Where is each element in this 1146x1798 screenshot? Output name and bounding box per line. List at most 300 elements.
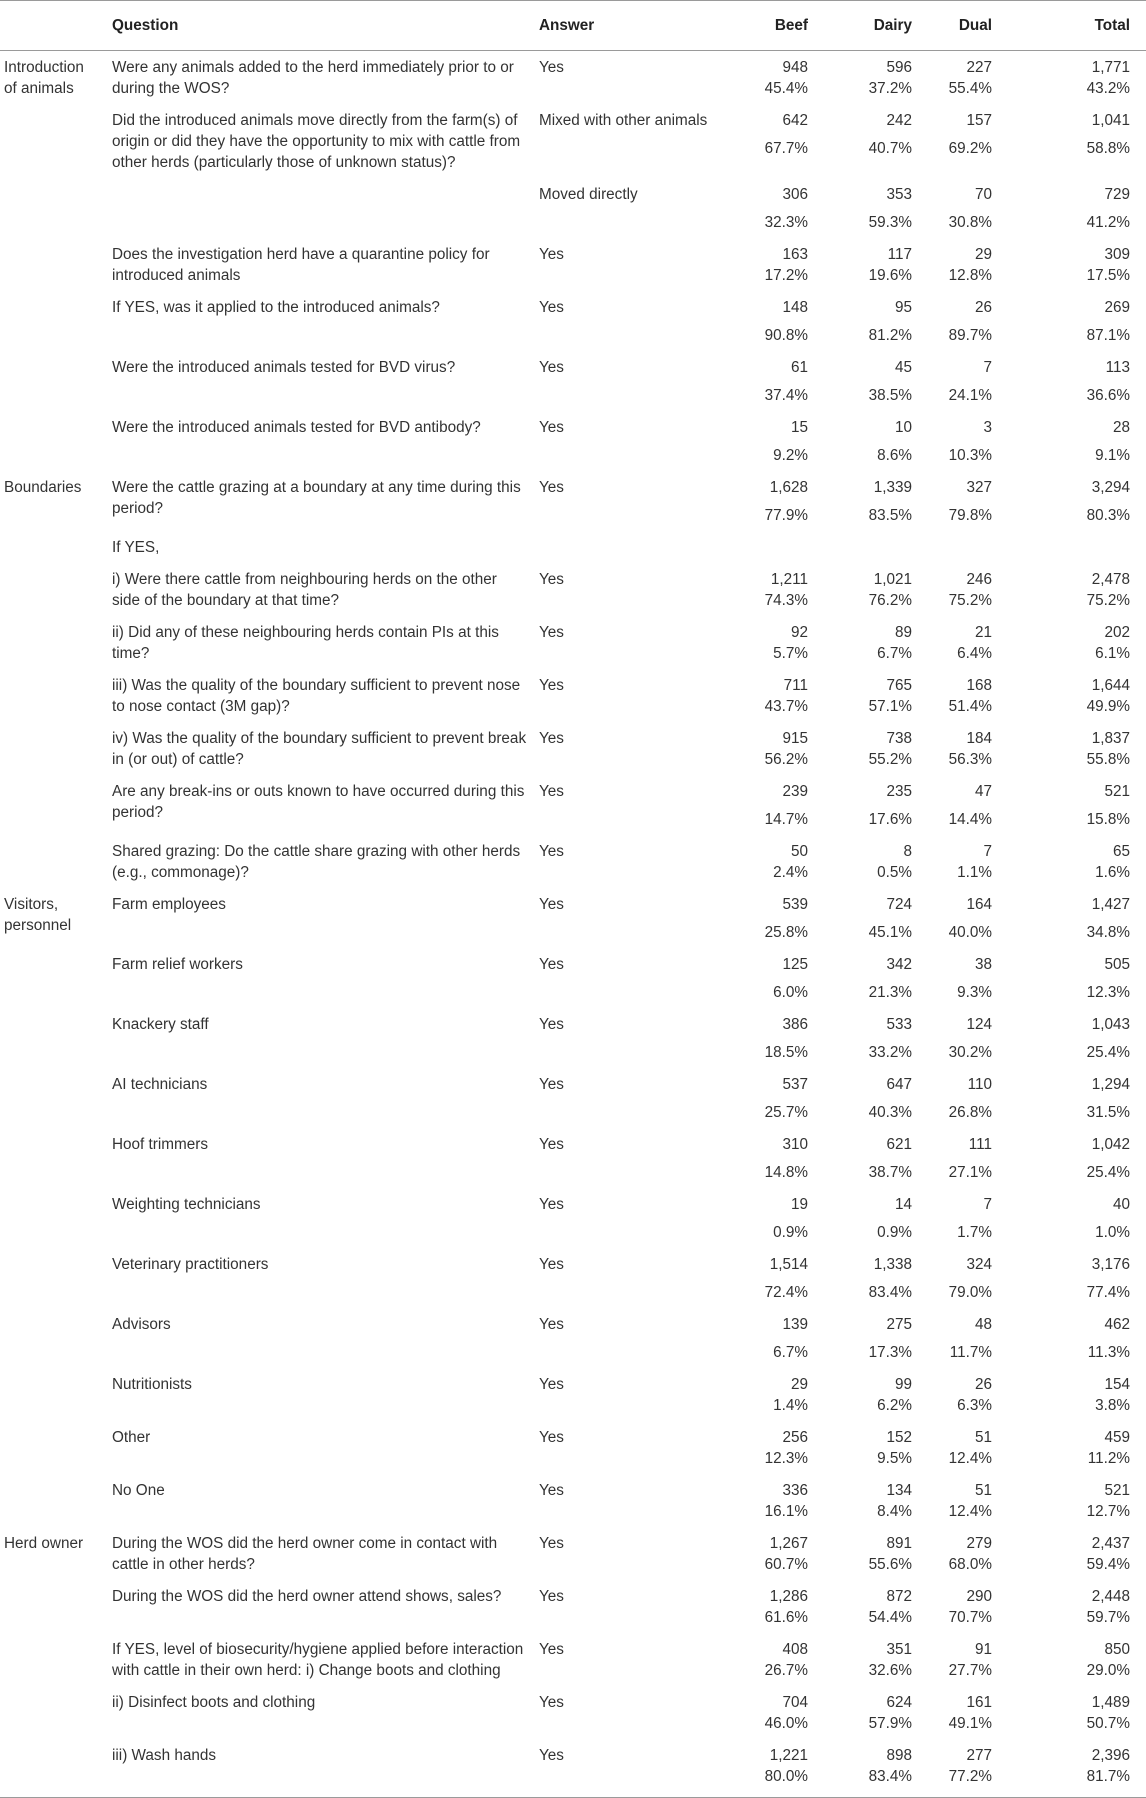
total-cell — [1008, 1128, 1146, 1188]
dual-count: 124 — [966, 1016, 992, 1033]
total-percent: 50.7% — [1086, 1715, 1130, 1732]
dairy-percent: 6.7% — [877, 645, 912, 662]
table-row — [0, 563, 1146, 616]
total-cell — [1008, 948, 1146, 1008]
table-row — [0, 616, 1146, 669]
dairy-count: 275 — [886, 1316, 912, 1333]
total-percent: 34.8% — [1086, 924, 1130, 941]
question-cell: iii) Was the quality of the boundary sufficient to prevent nose to nose contact (3M gap)? — [112, 677, 521, 715]
dual-cell — [928, 1421, 1008, 1474]
beef-percent: 77.9% — [764, 507, 808, 524]
category-cell — [0, 531, 106, 563]
dual-count: 51 — [974, 1429, 992, 1446]
answer-cell: Yes — [539, 299, 564, 316]
dual-percent: 6.3% — [957, 1397, 992, 1414]
beef-cell — [723, 948, 824, 1008]
dairy-cell — [824, 1008, 928, 1068]
dual-cell — [928, 531, 1008, 563]
total-percent: 87.1% — [1086, 327, 1130, 344]
category-cell — [0, 835, 106, 888]
dairy-cell — [824, 1308, 928, 1368]
beef-percent: 12.3% — [764, 1450, 808, 1467]
category-cell — [0, 1686, 106, 1739]
total-cell — [1008, 722, 1146, 775]
dairy-count: 738 — [886, 730, 912, 747]
dairy-count: 8 — [903, 843, 912, 860]
question-cell: If YES, was it applied to the introduced animals? — [112, 299, 440, 316]
total-cell — [1008, 1580, 1146, 1633]
dual-count: 29 — [974, 246, 992, 263]
total-count: 28 — [1112, 419, 1130, 436]
beef-count: 711 — [783, 677, 808, 694]
dual-percent: 27.7% — [948, 1662, 992, 1679]
header-total: Total — [1008, 1, 1146, 51]
dual-cell — [928, 1474, 1008, 1527]
total-percent: 15.8% — [1086, 811, 1130, 828]
total-count: 269 — [1104, 299, 1130, 316]
total-percent: 6.1% — [1095, 645, 1130, 662]
dual-cell — [928, 1188, 1008, 1248]
dairy-cell — [824, 948, 928, 1008]
dual-percent: 56.3% — [948, 751, 992, 768]
dairy-count: 724 — [886, 896, 912, 913]
category-cell — [0, 1128, 106, 1188]
beef-percent: 72.4% — [764, 1284, 808, 1301]
dairy-cell — [824, 104, 928, 178]
beef-percent: 6.7% — [773, 1344, 808, 1361]
header-row — [0, 1, 1146, 51]
beef-cell — [723, 1368, 824, 1421]
total-count: 521 — [1104, 1482, 1130, 1499]
beef-percent: 9.2% — [773, 447, 808, 464]
total-count: 521 — [1104, 783, 1130, 800]
dairy-percent: 17.3% — [868, 1344, 912, 1361]
total-cell — [1008, 104, 1146, 178]
dual-cell — [928, 1068, 1008, 1128]
beef-count: 1,221 — [769, 1747, 808, 1764]
beef-count: 915 — [782, 730, 808, 747]
beef-cell — [723, 888, 824, 948]
total-count: 2,448 — [1091, 1588, 1130, 1605]
total-percent: 25.4% — [1086, 1164, 1130, 1181]
header-dairy: Dairy — [824, 1, 928, 51]
beef-percent: 80.0% — [764, 1768, 808, 1785]
dairy-cell — [824, 1068, 928, 1128]
total-cell — [1008, 563, 1146, 616]
total-count: 462 — [1104, 1316, 1130, 1333]
beef-cell — [723, 1308, 824, 1368]
dual-cell — [928, 1527, 1008, 1580]
dairy-percent: 83.4% — [868, 1768, 912, 1785]
category-cell: Herd owner — [4, 1535, 84, 1552]
dairy-percent: 83.5% — [868, 507, 912, 524]
dual-percent: 1.1% — [957, 864, 992, 881]
category-cell — [0, 104, 106, 178]
table-row — [0, 471, 1146, 531]
dual-percent: 68.0% — [948, 1556, 992, 1573]
total-percent: 3.8% — [1095, 1397, 1130, 1414]
dairy-cell — [824, 1633, 928, 1686]
question-cell: iv) Was the quality of the boundary sufficient to prevent break in (or out) of cattle? — [112, 730, 527, 768]
category-cell — [0, 1188, 106, 1248]
dual-percent: 6.4% — [957, 645, 992, 662]
table-row — [0, 1188, 1146, 1248]
dual-cell — [928, 1686, 1008, 1739]
beef-cell — [723, 775, 824, 835]
question-cell: Advisors — [112, 1316, 171, 1333]
answer-cell: Yes — [539, 624, 564, 641]
dairy-percent: 9.5% — [877, 1450, 912, 1467]
dairy-percent: 40.7% — [868, 140, 912, 157]
category-cell: Boundaries — [4, 479, 82, 496]
dual-percent: 14.4% — [948, 811, 992, 828]
dairy-percent: 38.7% — [868, 1164, 912, 1181]
beef-cell — [723, 351, 824, 411]
total-percent: 29.0% — [1086, 1662, 1130, 1679]
total-percent: 25.4% — [1086, 1044, 1130, 1061]
beef-count: 948 — [782, 59, 808, 76]
header-answer: Answer — [533, 1, 723, 51]
dual-count: 51 — [974, 1482, 992, 1499]
dual-percent: 30.2% — [948, 1044, 992, 1061]
beef-percent: 14.7% — [764, 811, 808, 828]
dairy-cell — [824, 1474, 928, 1527]
dual-count: 164 — [966, 896, 992, 913]
dual-cell — [928, 1739, 1008, 1798]
dual-count: 3 — [983, 419, 992, 436]
dairy-count: 647 — [886, 1076, 912, 1093]
question-cell: i) Were there cattle from neighbouring herds on the other side of the boundary at that time? — [112, 571, 497, 609]
header-beef: Beef — [723, 1, 824, 51]
dairy-percent: 8.6% — [877, 447, 912, 464]
dairy-percent: 38.5% — [868, 387, 912, 404]
beef-count: 61 — [790, 359, 808, 376]
dairy-cell — [824, 238, 928, 291]
category-cell — [0, 1580, 106, 1633]
total-cell — [1008, 1633, 1146, 1686]
question-cell: Farm employees — [112, 896, 226, 913]
beef-percent: 43.7% — [764, 698, 808, 715]
table-row — [0, 1739, 1146, 1798]
total-count: 1,489 — [1091, 1694, 1130, 1711]
total-cell — [1008, 835, 1146, 888]
dairy-percent: 57.9% — [868, 1715, 912, 1732]
beef-count: 537 — [782, 1076, 808, 1093]
beef-cell — [723, 1633, 824, 1686]
beef-count: 1,267 — [769, 1535, 808, 1552]
dairy-percent: 37.2% — [868, 80, 912, 97]
total-percent: 36.6% — [1086, 387, 1130, 404]
dairy-percent: 8.4% — [877, 1503, 912, 1520]
dual-count: 47 — [974, 783, 992, 800]
total-cell — [1008, 888, 1146, 948]
table-row — [0, 1474, 1146, 1527]
beef-percent: 56.2% — [764, 751, 808, 768]
dual-cell — [928, 888, 1008, 948]
dual-cell — [928, 238, 1008, 291]
dairy-cell — [824, 1188, 928, 1248]
dairy-cell — [824, 563, 928, 616]
dairy-percent: 55.6% — [868, 1556, 912, 1573]
beef-count: 50 — [790, 843, 808, 860]
total-percent: 58.8% — [1086, 140, 1130, 157]
beef-percent: 18.5% — [764, 1044, 808, 1061]
dual-percent: 12.4% — [948, 1503, 992, 1520]
dairy-percent: 33.2% — [868, 1044, 912, 1061]
dual-percent: 89.7% — [948, 327, 992, 344]
dual-count: 38 — [974, 956, 992, 973]
dairy-cell — [824, 51, 928, 105]
beef-percent: 17.2% — [764, 267, 808, 284]
question-cell: Were the introduced animals tested for BVD antibody? — [112, 419, 481, 436]
beef-count: 386 — [782, 1016, 808, 1033]
total-count: 3,294 — [1091, 479, 1130, 496]
beef-cell — [723, 1128, 824, 1188]
total-count: 1,043 — [1091, 1016, 1130, 1033]
category-cell — [0, 1474, 106, 1527]
answer-cell: Yes — [539, 419, 564, 436]
dairy-percent: 81.2% — [868, 327, 912, 344]
table-row — [0, 888, 1146, 948]
dairy-percent: 45.1% — [868, 924, 912, 941]
dairy-cell — [824, 1421, 928, 1474]
beef-cell — [723, 1527, 824, 1580]
beef-cell — [723, 563, 824, 616]
dual-percent: 10.3% — [948, 447, 992, 464]
dual-count: 227 — [966, 59, 992, 76]
total-count: 1,042 — [1091, 1136, 1130, 1153]
answer-cell: Yes — [539, 59, 564, 76]
beef-percent: 2.4% — [773, 864, 808, 881]
total-cell — [1008, 51, 1146, 105]
dual-count: 91 — [974, 1641, 992, 1658]
dairy-cell — [824, 1580, 928, 1633]
total-count: 2,437 — [1091, 1535, 1130, 1552]
table-row — [0, 531, 1146, 563]
dual-count: 26 — [974, 299, 992, 316]
dairy-count: 353 — [886, 186, 912, 203]
beef-count: 163 — [782, 246, 808, 263]
dairy-count: 342 — [886, 956, 912, 973]
dual-count: 26 — [974, 1376, 992, 1393]
question-cell: iii) Wash hands — [112, 1747, 217, 1764]
beef-cell — [723, 178, 824, 238]
category-cell — [0, 1633, 106, 1686]
category-cell — [0, 563, 106, 616]
dairy-count: 891 — [886, 1535, 912, 1552]
beef-count: 1,286 — [769, 1588, 808, 1605]
dual-count: 111 — [968, 1136, 992, 1153]
table-row — [0, 291, 1146, 351]
question-cell: Farm relief workers — [112, 956, 243, 973]
dual-percent: 12.4% — [948, 1450, 992, 1467]
dual-cell — [928, 1248, 1008, 1308]
total-percent: 80.3% — [1086, 507, 1130, 524]
dual-cell — [928, 722, 1008, 775]
dual-percent: 51.4% — [948, 698, 992, 715]
answer-cell: Yes — [539, 479, 564, 496]
category-cell — [0, 1248, 106, 1308]
category-cell — [0, 775, 106, 835]
table-row — [0, 669, 1146, 722]
answer-cell: Yes — [539, 956, 564, 973]
table-row — [0, 722, 1146, 775]
category-cell — [0, 351, 106, 411]
beef-cell — [723, 51, 824, 105]
dual-count: 324 — [966, 1256, 992, 1273]
total-count: 2,478 — [1091, 571, 1130, 588]
dual-percent: 77.2% — [948, 1768, 992, 1785]
dual-cell — [928, 948, 1008, 1008]
beef-cell — [723, 669, 824, 722]
dairy-count: 117 — [887, 246, 912, 263]
dual-count: 277 — [966, 1747, 992, 1764]
total-cell — [1008, 531, 1146, 563]
beef-count: 92 — [790, 624, 808, 641]
beef-percent: 0.9% — [773, 1224, 808, 1241]
question-cell: Are any break-ins or outs known to have occurred during this period? — [112, 783, 525, 821]
answer-cell: Yes — [539, 1482, 564, 1499]
question-cell: AI technicians — [112, 1076, 208, 1093]
beef-cell — [723, 1068, 824, 1128]
total-percent: 1.6% — [1095, 864, 1130, 881]
dairy-percent: 6.2% — [877, 1397, 912, 1414]
dual-percent: 12.8% — [948, 267, 992, 284]
total-count: 309 — [1104, 246, 1130, 263]
total-cell — [1008, 669, 1146, 722]
question-cell: Were the introduced animals tested for BVD virus? — [112, 359, 456, 376]
dual-count: 110 — [967, 1076, 992, 1093]
dairy-count: 621 — [886, 1136, 912, 1153]
dual-percent: 30.8% — [948, 214, 992, 231]
total-percent: 11.3% — [1087, 1344, 1130, 1361]
dairy-count: 152 — [886, 1429, 912, 1446]
dairy-cell — [824, 1128, 928, 1188]
total-cell — [1008, 1421, 1146, 1474]
dairy-percent: 57.1% — [868, 698, 912, 715]
dairy-cell — [824, 775, 928, 835]
total-count: 1,771 — [1091, 59, 1130, 76]
beef-count: 306 — [782, 186, 808, 203]
category-cell — [0, 1368, 106, 1421]
category-cell — [0, 948, 106, 1008]
total-percent: 17.5% — [1086, 267, 1130, 284]
beef-percent: 25.7% — [764, 1104, 808, 1121]
answer-cell: Yes — [539, 730, 564, 747]
dairy-cell — [824, 669, 928, 722]
beef-percent: 74.3% — [764, 592, 808, 609]
total-percent: 49.9% — [1086, 698, 1130, 715]
beef-count: 239 — [782, 783, 808, 800]
dual-cell — [928, 291, 1008, 351]
dual-cell — [928, 1008, 1008, 1068]
answer-cell: Yes — [539, 1196, 564, 1213]
total-count: 154 — [1104, 1376, 1130, 1393]
dairy-count: 898 — [886, 1747, 912, 1764]
total-percent: 55.8% — [1086, 751, 1130, 768]
total-cell — [1008, 1527, 1146, 1580]
category-cell — [0, 1308, 106, 1368]
answer-cell: Yes — [539, 359, 564, 376]
answer-cell: Yes — [539, 571, 564, 588]
dairy-percent: 54.4% — [868, 1609, 912, 1626]
total-count: 40 — [1112, 1196, 1130, 1213]
question-cell: If YES, — [112, 539, 160, 556]
beef-count: 148 — [782, 299, 808, 316]
dairy-count: 596 — [886, 59, 912, 76]
beef-percent: 60.7% — [764, 1556, 808, 1573]
total-percent: 9.1% — [1095, 447, 1130, 464]
beef-cell — [723, 1739, 824, 1798]
dual-percent: 69.2% — [948, 140, 992, 157]
question-cell: ii) Disinfect boots and clothing — [112, 1694, 316, 1711]
total-percent: 75.2% — [1086, 592, 1130, 609]
question-cell: Shared grazing: Do the cattle share grazing with other herds (e.g., commonage)? — [112, 843, 521, 881]
dairy-percent: 17.6% — [868, 811, 912, 828]
total-count: 729 — [1104, 186, 1130, 203]
question-cell: Veterinary practitioners — [112, 1256, 269, 1273]
dairy-count: 765 — [886, 677, 912, 694]
table-row — [0, 238, 1146, 291]
dairy-cell — [824, 178, 928, 238]
total-percent: 59.4% — [1086, 1556, 1130, 1573]
answer-cell: Yes — [539, 677, 564, 694]
table-row — [0, 104, 1146, 178]
question-cell: Does the investigation herd have a quarantine policy for introduced animals — [112, 246, 490, 284]
beef-percent: 14.8% — [764, 1164, 808, 1181]
table-row — [0, 1008, 1146, 1068]
dual-cell — [928, 1128, 1008, 1188]
beef-count: 125 — [782, 956, 808, 973]
total-cell — [1008, 178, 1146, 238]
total-count: 3,176 — [1091, 1256, 1130, 1273]
total-count: 1,294 — [1091, 1076, 1130, 1093]
beef-cell — [723, 291, 824, 351]
total-cell — [1008, 1188, 1146, 1248]
question-cell: Other — [112, 1429, 151, 1446]
dairy-cell — [824, 1527, 928, 1580]
beef-percent: 32.3% — [764, 214, 808, 231]
answer-cell: Yes — [539, 1016, 564, 1033]
question-cell: Knackery staff — [112, 1016, 209, 1033]
dual-cell — [928, 411, 1008, 471]
answer-cell: Yes — [539, 1256, 564, 1273]
total-percent: 41.2% — [1086, 214, 1130, 231]
total-count: 505 — [1104, 956, 1130, 973]
dual-percent: 24.1% — [948, 387, 992, 404]
beef-cell — [723, 1421, 824, 1474]
dairy-percent: 40.3% — [868, 1104, 912, 1121]
category-cell — [0, 616, 106, 669]
table-row — [0, 1421, 1146, 1474]
dairy-count: 45 — [894, 359, 912, 376]
beef-cell — [723, 1008, 824, 1068]
total-cell — [1008, 471, 1146, 531]
total-cell — [1008, 1686, 1146, 1739]
dairy-percent: 55.2% — [868, 751, 912, 768]
category-cell — [0, 178, 106, 238]
dairy-cell — [824, 1739, 928, 1798]
total-percent: 43.2% — [1086, 80, 1130, 97]
answer-cell: Yes — [539, 1694, 564, 1711]
dual-count: 327 — [966, 479, 992, 496]
question-cell: No One — [112, 1482, 165, 1499]
beef-percent: 61.6% — [764, 1609, 808, 1626]
dual-count: 168 — [966, 677, 992, 694]
dual-percent: 70.7% — [948, 1609, 992, 1626]
dual-percent: 49.1% — [948, 1715, 992, 1732]
dual-count: 21 — [974, 624, 992, 641]
